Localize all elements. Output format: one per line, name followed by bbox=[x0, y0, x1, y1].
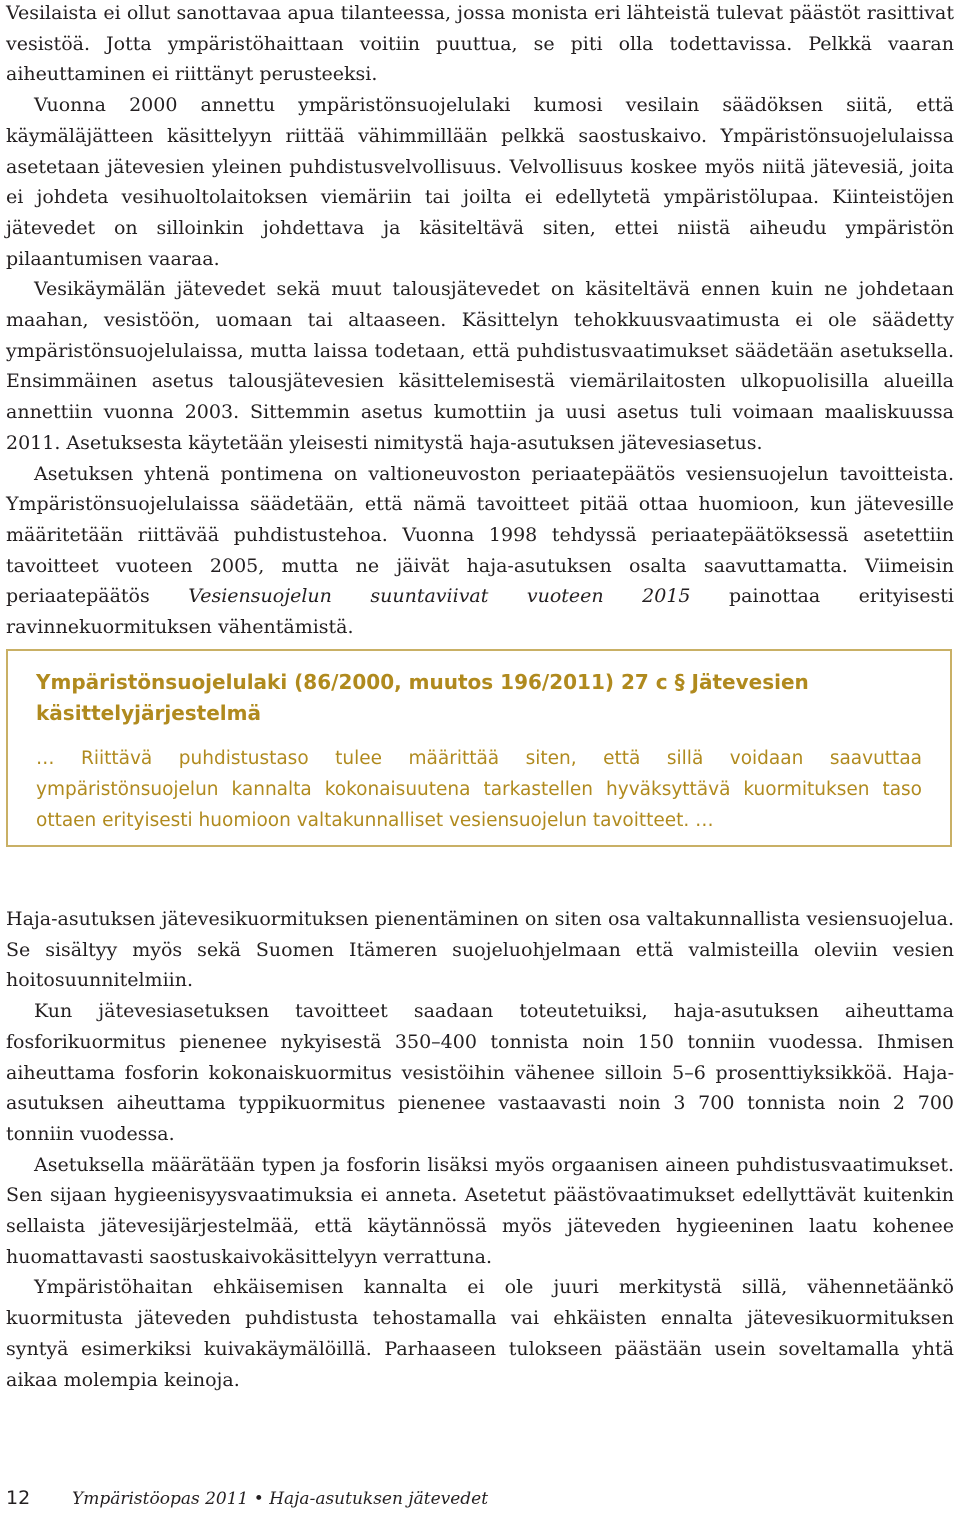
page-footer bbox=[6, 1484, 954, 1513]
body-text-bottom bbox=[6, 904, 954, 1395]
paragraph-5: Haja-asutuksen jätevesikuormituksen pienentäminen on siten osa valtakunnallista vesiensuojelua. Se sisältyy myös sekä Suomen Itämeren suojeluohjelmaan että valmisteilla oleviin vesien hoitosuunnitelmiin. bbox=[6, 908, 954, 992]
paragraph-3: Vesikäymälän jätevedet sekä muut talousjätevedet on käsiteltävä ennen kuin ne johdetaan maahan, vesistöön, uomaan tai altaaseen. Käsittelyn tehokkuusvaatimusta ei ole säädetty ympäristönsuojelulaissa, mutta laissa todetaan, että puhdistusvaatimukset säädetään asetuksella. Ensimmäinen asetus talousjätevesien käsittelemisestä viemärilaitosten ulkopuolisilla alueilla annettiin vuonna 2003. Sittemmin asetus kumottiin ja uusi asetus tuli voimaan maaliskuussa 2011. Asetuksesta käytetään yleisesti nimitystä haja-asutuksen jätevesiasetus. bbox=[6, 278, 954, 454]
law-quote-box bbox=[6, 649, 952, 847]
footer-section: Haja-asutuksen jätevedet bbox=[269, 1489, 489, 1509]
law-box-text: … Riittävä puhdistustaso tulee määrittää siten, että sillä voidaan saavuttaa ympäristönsuojelun kannalta kokonaisuutena tarkastellen hyväksyttävä kuormituksen taso ottaen erityisesti huomioon valtakunnalliset vesiensuojelun tavoitteet. … bbox=[36, 748, 922, 831]
paragraph-4 bbox=[6, 459, 954, 643]
page-number: 12 bbox=[6, 1487, 31, 1509]
paragraph-6: Kun jätevesiasetuksen tavoitteet saadaan toteutetuiksi, haja-asutuksen aiheuttama fosforikuormitus pienenee nykyisestä 350–400 tonnista noin 150 tonniin vuodessa. Ihmisen aiheuttama fosforin kokonaiskuormitus vesistöihin vähenee silloin 5–6 prosenttiyksikköä. Haja-asutuksen aiheuttama typpikuormitus pienenee vastaavasti noin 3 700 tonnista noin 2 700 tonniin vuodessa. bbox=[6, 1000, 954, 1145]
paragraph-2: Vuonna 2000 annettu ympäristönsuojelulaki kumosi vesilain säädöksen siitä, että käymäläjätteen käsittelyyn riittää vähimmillään pelkkä saostuskaivo. Ympäristönsuojelulaissa asetetaan jätevesien yleinen puhdistusvelvollisuus. Velvollisuus koskee myös niitä jätevesiä, joita ei johdeta vesihuoltolaitoksen viemäriin tai joilta ei edellytetä ympäristölupaa. Kiinteistöjen jätevedet on silloinkin johdettava ja käsiteltävä siten, ettei niistä aiheudu ympäristön pilaantumisen vaaraa. bbox=[6, 94, 954, 270]
paragraph-7: Asetuksella määrätään typen ja fosforin lisäksi myös orgaanisen aineen puhdistusvaatimukset. Sen sijaan hygieenisyysvaatimuksia ei anneta. Asetetut päästövaatimukset edellyttävät kuitenkin sellaista jätevesijärjestelmää, että käytännössä myös jäteveden hygieeninen laatu kohenee huomattavasti saostuskaivokäsittelyyn verrattuna. bbox=[6, 1153, 954, 1268]
paragraph-4-text: Asetuksen yhtenä pontimena on valtioneuvoston periaatepäätös vesiensuojelun tavoitteista. Ympäristönsuojelulaissa säädetään, että nämä tavoitteet pitää ottaa huomioon, kun jätevesille määritetään riittävää puhdistustehoa. Vuonna 1998 tehdyssä periaatepäätöksessä asetettiin tavoitteet vuoteen 2005, mutta ne jäivät haja-asutuksen osalta saavuttamatta. Viimeisin periaatepäätös bbox=[6, 462, 954, 608]
paragraph-4-italic-title: Vesiensuojelun suuntaviivat vuoteen 2015 bbox=[188, 585, 691, 608]
body-text-top bbox=[6, 0, 954, 643]
footer-publication: Ympäristöopas 2011 bbox=[72, 1489, 249, 1509]
law-box-title: Ympäristönsuojelulaki (86/2000, muutos 196/2011) 27 c § Jätevesien käsittelyjärjestelmä bbox=[36, 670, 809, 725]
paragraph-8: Ympäristöhaitan ehkäisemisen kannalta ei ole juuri merkitystä sillä, vähennetäänkö kuormitusta jäteveden puhdistusta tehostamalla vai ehkäisten ennalta jätevesikuormituksen syntyä esimerkiksi kuivakäymälöillä. Parhaaseen tulokseen päästään usein soveltamalla yhtä aikaa molempia keinoja. bbox=[6, 1276, 954, 1391]
footer-separator: • bbox=[253, 1489, 264, 1509]
paragraph-4-tail: painottaa erityisesti ravinnekuormituksen vähentämistä. bbox=[6, 585, 954, 639]
paragraph-1: Vesilaista ei ollut sanottavaa apua tilanteessa, jossa monista eri lähteistä tulevat päästöt rasittivat vesistöä. Jotta ympäristöhaittaan voitiin puuttua, se piti olla todettavissa. Pelkkä vaaran aiheuttaminen ei riittänyt perusteeksi. bbox=[6, 2, 954, 86]
